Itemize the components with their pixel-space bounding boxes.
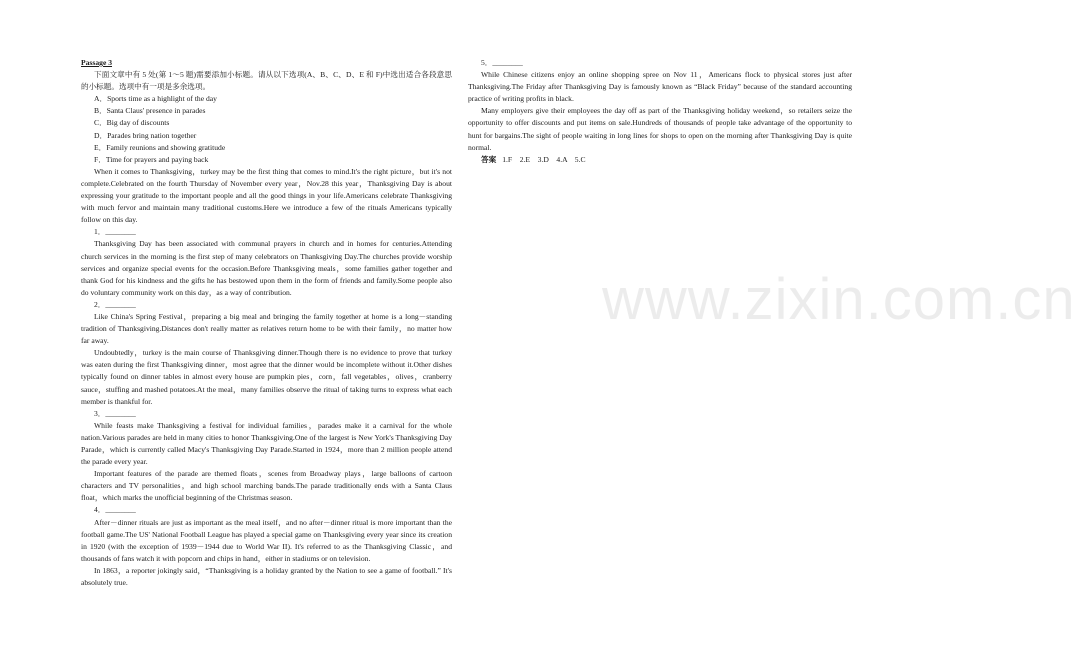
answer-key: 1.F 2.E 3.D 4.A 5.C [502, 154, 586, 164]
option-c: C．Big day of discounts [94, 118, 170, 128]
blank-5: 5．________ [481, 58, 523, 67]
paragraph-3a: While feasts make Thanksgiving a festival for individual families，parades make it a carnival for the whole nation.Various parades are held in many cities to honor Thanksgiving.One of the largest is New York's Thanksgiving Day Parade，which is currently called Macy's Thanksgiving Day Parade.Started in 1924，more than 2 million people attend the parade every year. [81, 420, 452, 467]
option-f: F．Time for prayers and paying back [94, 154, 209, 164]
paragraph-5a: While Chinese citizens enjoy an online shopping spree on Nov 11，Americans flock to physical stores just after Thanksgiving.The Friday after Thanksgiving Day is famously known as “Black Friday” because of the standard accounting practice of writing profits in black. [468, 70, 852, 104]
answer-label: 答案 [481, 154, 497, 164]
option-d: D．Parades bring nation together [94, 130, 197, 140]
paragraph-3b: Important features of the parade are themed floats，scenes from Broadway plays，large balloons of cartoon characters and TV personalities，and high school marching bands.The parade traditionally ends with a Santa Claus float，which marks the unofficial beginning of the Christmas season. [81, 469, 452, 503]
passage-title: Passage 3 [81, 58, 113, 67]
right-column [468, 57, 852, 166]
answer-line [468, 154, 852, 166]
paragraph-2b: Undoubtedly，turkey is the main course of Thanksgiving dinner.Though there is no evidence to prove that turkey was eaten during the first Thanksgiving dinner，most agree that the dinner would be incomplete without it.Other dishes typically found on dinner tables in almost every house are pumpkin pies，corn，fall vegetables，olives，cranberry sauce，stuffing and mashed potatoes.At the meal，many families observe the ritual of taking turns to express what each member is thankful for. [81, 348, 452, 406]
option-a: A．Sports time as a highlight of the day [94, 94, 217, 104]
option-e: E．Family reunions and showing gratitude [94, 142, 226, 152]
left-column [81, 57, 452, 589]
watermark: www.zixin.com.cn [602, 267, 1076, 332]
paragraph-1: Thanksgiving Day has been associated with communal prayers in church and in homes for centuries.Attending church services in the morning is the first step of many celebrators on Thanksgiving Day.The churches provide worship services and organize special events for the occasion.Before Thanksgiving meals，some families gather together and thank God for his kindness and the gifts he has bestowed upon them in the form of friends and family.Some people also do voluntary community work on this day，as a way of contribution. [81, 239, 452, 297]
paragraph-2a: Like China's Spring Festival，preparing a big meal and bringing the family together at home is a long－standing tradition of Thanksgiving.Distances don't really matter as relatives return home to be with their family，no matter how far away. [81, 311, 452, 346]
blank-3: 3．________ [94, 408, 136, 418]
intro-paragraph: When it comes to Thanksgiving，turkey may be the first thing that comes to mind.It's the right picture，but it's not complete.Celebrated on the fourth Thursday of November every year，Nov.28 this year，Thanksgiving Day is about expressing your gratitude to the important people and all the good things in your life.Americans celebrate Thanksgiving with much fervor and maintain many traditional customs.Here we introduce a few of the rituals Americans typically follow on this day. [81, 166, 452, 225]
paragraph-4b: In 1863，a reporter jokingly said，“Thanksgiving is a holiday granted by the Nation to see a game of football.” It's absolutely true. [81, 565, 452, 588]
blank-2: 2．________ [94, 299, 136, 309]
paragraph-5b: Many employers give their employees the day off as part of the Thanksgiving holiday weekend，so retailers seize the opportunity to offer discounts and put items on sale.Hundreds of thousands of people take advantage of the opportunity to hunt for bargains.The sight of people waiting in long lines for shops to open on the morning after Thanksgiving Day is quite normal. [468, 106, 852, 152]
blank-1: 1．________ [94, 227, 136, 237]
blank-4: 4．________ [94, 505, 136, 515]
paragraph-4a: After－dinner rituals are just as important as the meal itself，and no after－dinner ritual is more important than the football game.The US' National Football League has played a special game on Thanksgiving every year since its creation in 1920 (with the exception of 1939－1944 due to World War II). It's referred to as the Thanksgiving Classic，and thousands of fans watch it with popcorn and chips in hand，either in stadiums or on television. [81, 517, 452, 563]
instructions: 下面文章中有 5 处(第 1～5 题)需要添加小标题。请从以下选项(A、B、C、D、E 和 F)中选出适合各段意思的小标题。选项中有一项是多余选项。 [81, 70, 452, 92]
option-b: B．Santa Claus' presence in parades [94, 106, 206, 116]
